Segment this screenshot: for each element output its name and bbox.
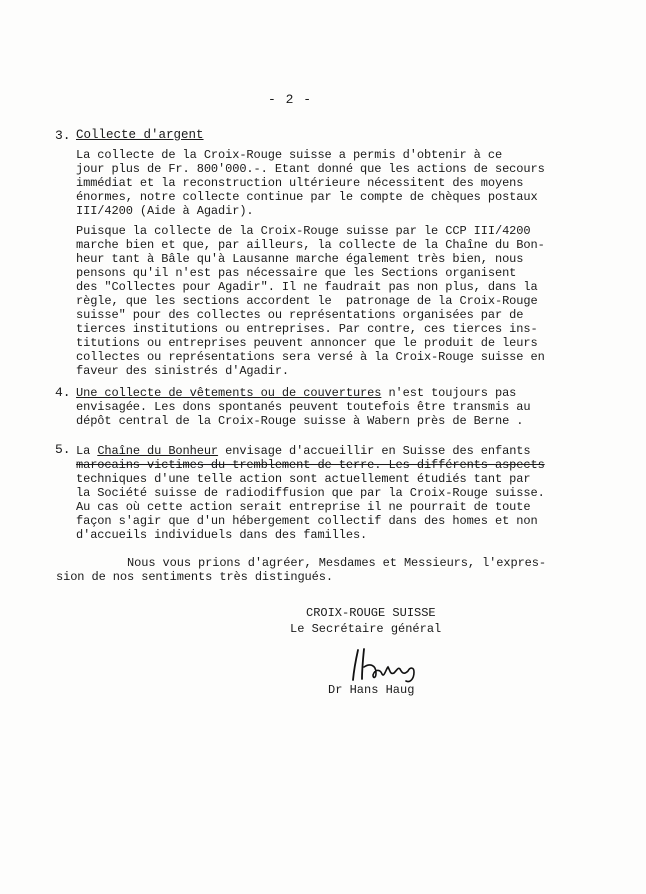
section-5-line: façon s'agir que d'un hébergement collectif dans des homes et non xyxy=(76,514,538,528)
section-4-heading: Une collecte de vêtements ou de couvertures xyxy=(76,386,382,400)
section-5-line: la Société suisse de radiodiffusion que par la Croix-Rouge suisse. xyxy=(76,486,545,500)
closing-line: Nous vous prions d'agréer, Mesdames et Messieurs, l'expres- xyxy=(56,556,546,570)
section-5-line: d'accueils individuels dans des familles. xyxy=(76,528,368,542)
section-5-line: Au cas où cette action serait entreprise il ne pourrait de toute xyxy=(76,500,531,514)
section-3-para2-line: faveur des sinistrés d'Agadir. xyxy=(76,364,290,378)
section-3-para1-line: énormes, notre collecte continue par le compte de chèques postaux xyxy=(76,190,538,204)
signature-title: Le Secrétaire général xyxy=(290,622,442,636)
section-5-number: 5. xyxy=(55,442,71,457)
section-3-para2-line: marche bien et que, par ailleurs, la collecte de la Chaîne du Bon- xyxy=(76,238,545,252)
section-3-para2-line: heur tant à Bâle qu'à Lausanne marche également très bien, nous xyxy=(76,252,524,266)
section-3-para2-line: Puisque la collecte de la Croix-Rouge suisse par le CCP III/4200 xyxy=(76,224,531,238)
section-3-para1-line: immédiat et la reconstruction ultérieure nécessitent des moyens xyxy=(76,176,524,190)
section-3-para2-line: pensons qu'il n'est pas nécessaire que les Sections organisent xyxy=(76,266,517,280)
section-3-para1-line: III/4200 (Aide à Agadir). xyxy=(76,204,254,218)
closing-line: sion de nos sentiments très distingués. xyxy=(56,570,333,584)
section-5-first-line xyxy=(76,444,531,458)
signatory-name: Dr Hans Haug xyxy=(328,683,415,697)
section-3-para2-line: des "Collectes pour Agadir". Il ne faudrait pas non plus, dans la xyxy=(76,280,538,294)
section-5-line: techniques d'une telle action sont actuellement étudiés tant par xyxy=(76,472,531,486)
section-3-para2-line: règle, que les sections accordent le patronage de la Croix-Rouge xyxy=(76,294,538,308)
page-number: - 2 - xyxy=(268,92,313,107)
section-4-number: 4. xyxy=(55,385,71,400)
section-5-line1-rest: envisage d'accueillir en Suisse des enfants xyxy=(218,444,531,458)
section-4-line: dépôt central de la Croix-Rouge suisse à Wabern près de Berne . xyxy=(76,414,524,428)
section-5-line1-a: La xyxy=(76,444,98,458)
section-5-chaine-du-bonheur: Chaîne du Bonheur xyxy=(97,444,219,458)
handwritten-signature xyxy=(340,645,430,685)
section-3-para2-line: titutions ou entreprises peuvent annoncer que le produit de leurs xyxy=(76,336,538,350)
section-4-line: envisagée. Les dons spontanés peuvent toutefois être transmis au xyxy=(76,400,531,414)
section-3-number: 3. xyxy=(55,128,71,143)
signature-org: CROIX-ROUGE SUISSE xyxy=(306,606,436,620)
section-3-para2-line: suisse" pour des collectes ou représentations organisées par de xyxy=(76,308,524,322)
section-3-para2-line: tierces institutions ou entreprises. Par contre, ces tierces ins- xyxy=(76,322,538,336)
section-3-para2-line: collectes ou représentations sera versé à la Croix-Rouge suisse en xyxy=(76,350,545,364)
section-4-first-line-rest: n'est toujours pas xyxy=(381,386,517,400)
section-3-para1-line: La collecte de la Croix-Rouge suisse a permis d'obtenir à ce xyxy=(76,148,503,162)
section-3-para1-line: jour plus de Fr. 800'000.-. Etant donné que les actions de secours xyxy=(76,162,545,176)
section-4-first-line xyxy=(76,386,516,400)
section-3-heading: Collecte d'argent xyxy=(76,128,204,142)
section-5-struck-line: marocains victimes du tremblement de terre. Les différents aspects xyxy=(76,458,545,472)
